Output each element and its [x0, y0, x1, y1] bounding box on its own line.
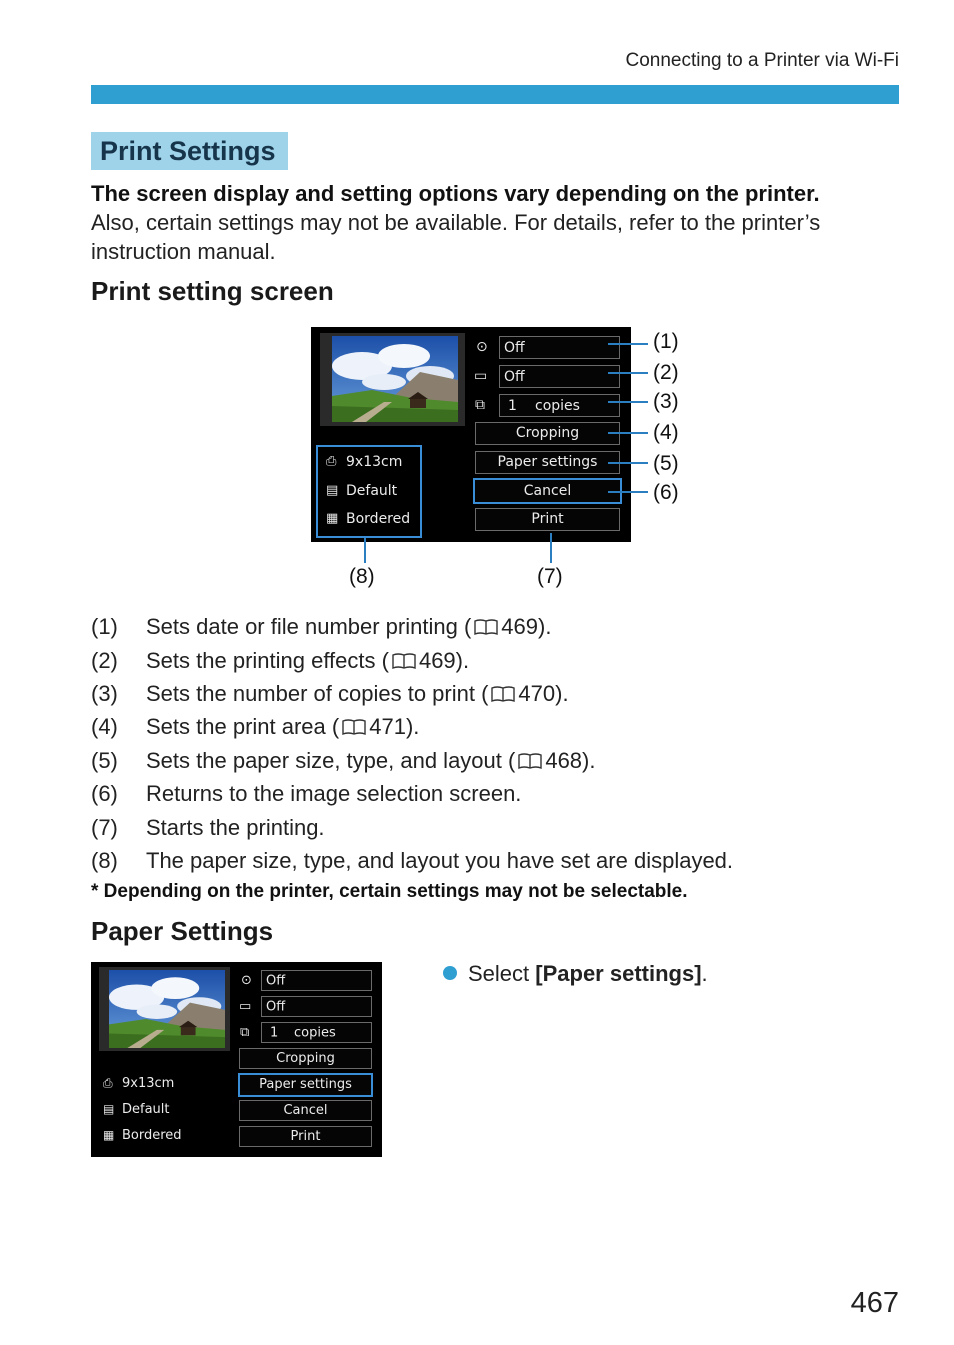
description-text	[146, 681, 569, 707]
callout-label-1: (1)	[653, 330, 679, 353]
description-text	[146, 781, 521, 807]
date-print-value-2: Off	[266, 973, 286, 988]
copies-field[interactable]	[499, 394, 620, 417]
callout-line-6	[608, 491, 648, 493]
print-setting-screen-image	[311, 327, 631, 542]
description-text	[146, 748, 596, 774]
section-title: Print Settings	[100, 136, 276, 166]
description-text	[146, 648, 469, 674]
printing-effects-field-2[interactable]	[261, 996, 372, 1017]
printer-note: * Depending on the printer, certain settings may not be selectable.	[91, 881, 688, 902]
callout-label-5: (5)	[653, 452, 679, 475]
paper-settings-heading: Paper Settings	[91, 916, 274, 946]
paper-info-box	[316, 445, 422, 538]
date-print-icon: ⊙	[476, 339, 488, 355]
description-body: Sets the print area (	[146, 714, 340, 739]
intro-warning: The screen display and setting options vary depending on the printer.	[91, 181, 820, 206]
callout-label-3: (3)	[653, 390, 679, 413]
printing-effects-value-2: Off	[266, 999, 286, 1014]
copies-icon: ⧉	[475, 397, 485, 413]
print-setting-screen-heading: Print setting screen	[91, 276, 334, 306]
print-button[interactable]: Print	[475, 508, 620, 531]
image-thumbnail-frame	[320, 333, 465, 426]
callout-label-6: (6)	[653, 481, 679, 504]
callout-label-2: (2)	[653, 361, 679, 384]
paper-type-icon-2: ▤	[103, 1102, 115, 1116]
description-number: (3)	[91, 681, 118, 706]
description-text	[146, 614, 551, 640]
select-instruction-suffix: .	[701, 961, 708, 986]
page-reference[interactable]: 471	[369, 714, 406, 739]
callout-line-5	[608, 462, 648, 464]
book-reference-icon	[488, 681, 518, 706]
description-number: (8)	[91, 848, 118, 873]
layout-value: Bordered	[346, 511, 411, 527]
copies-field-2[interactable]	[261, 1022, 372, 1043]
image-thumbnail-frame-2	[99, 967, 230, 1051]
callout-line-7	[550, 533, 552, 563]
layout-icon: ▦	[326, 511, 339, 526]
date-print-field-2[interactable]	[261, 970, 372, 991]
paper-type-value: Default	[346, 483, 398, 499]
printing-effects-value: Off	[504, 368, 525, 385]
select-instruction-bold: [Paper settings]	[535, 961, 702, 986]
paper-type-icon: ▤	[326, 483, 339, 498]
book-reference-icon	[515, 748, 545, 773]
book-reference-icon	[389, 648, 419, 673]
intro-line-1: Also, certain settings may not be available. For details, refer to the printer’s	[91, 210, 821, 235]
description-body: Starts the printing.	[146, 815, 325, 840]
description-close: ).	[455, 648, 470, 673]
printing-effects-field[interactable]	[499, 365, 620, 388]
callout-line-3	[608, 401, 648, 403]
book-reference-icon	[339, 714, 369, 739]
photo-thumbnail	[332, 336, 458, 422]
callout-line-8	[364, 538, 366, 563]
description-body: Returns to the image selection screen.	[146, 781, 522, 806]
cropping-button[interactable]: Cropping	[475, 422, 620, 445]
description-body: The paper size, type, and layout you have set are displayed.	[146, 848, 734, 873]
printing-effects-icon-2: ▭	[239, 999, 252, 1014]
page-reference[interactable]: 468	[545, 748, 583, 773]
cropping-button-2[interactable]: Cropping	[239, 1048, 372, 1069]
paper-size-value: 9x13cm	[346, 454, 403, 470]
bullet-icon	[443, 966, 457, 980]
description-number: (7)	[91, 815, 118, 840]
description-number: (1)	[91, 614, 118, 639]
callout-label-4: (4)	[653, 421, 679, 444]
paper-settings-button-2[interactable]: Paper settings	[238, 1073, 373, 1097]
description-body: Sets the paper size, type, and layout (	[146, 748, 516, 773]
description-close: ).	[582, 748, 596, 773]
callout-label-7: (7)	[537, 565, 563, 588]
copies-label: copies	[535, 397, 580, 414]
layout-value-2: Bordered	[122, 1128, 182, 1143]
date-print-field[interactable]	[499, 336, 620, 359]
description-close: ).	[405, 714, 420, 739]
header-bar	[91, 85, 899, 104]
description-number: (5)	[91, 748, 118, 773]
copies-label-2: copies	[294, 1025, 336, 1040]
cancel-button[interactable]: Cancel	[473, 478, 622, 504]
copies-icon-2: ⧉	[240, 1025, 250, 1040]
printing-effects-icon: ▭	[474, 368, 488, 384]
page-number: 467	[850, 1287, 899, 1319]
description-number: (4)	[91, 714, 118, 739]
print-button-2[interactable]: Print	[239, 1126, 372, 1147]
page-reference[interactable]: 469	[418, 648, 456, 673]
paper-settings-button[interactable]: Paper settings	[475, 451, 620, 474]
paper-size-value-2: 9x13cm	[122, 1076, 175, 1091]
description-body: Sets the number of copies to print (	[146, 681, 489, 706]
select-instruction-prefix: Select	[468, 961, 536, 986]
description-number: (2)	[91, 648, 118, 673]
copies-number-2: 1	[270, 1025, 279, 1040]
date-print-value: Off	[504, 339, 525, 356]
layout-icon-2: ▦	[103, 1128, 115, 1142]
description-text	[146, 848, 733, 874]
paper-size-icon: ⎙	[326, 454, 337, 469]
description-number: (6)	[91, 781, 118, 806]
paper-size-icon-2: ⎙	[103, 1076, 113, 1090]
book-reference-icon	[471, 614, 501, 639]
copies-number: 1	[508, 397, 517, 414]
paper-settings-screen-image	[91, 962, 382, 1157]
page-reference[interactable]: 470	[518, 681, 556, 706]
page-reference[interactable]: 469	[501, 614, 538, 639]
description-close: ).	[538, 614, 552, 639]
callout-line-1	[608, 343, 648, 345]
description-text	[146, 815, 325, 841]
date-print-icon-2: ⊙	[241, 973, 252, 988]
callout-line-2	[608, 372, 648, 374]
description-body: Sets the printing effects (	[146, 648, 389, 673]
running-header: Connecting to a Printer via Wi-Fi	[625, 50, 899, 71]
cancel-button-2[interactable]: Cancel	[239, 1100, 372, 1121]
description-body: Sets date or file number printing (	[146, 614, 472, 639]
description-text	[146, 714, 419, 740]
intro-line-2: instruction manual.	[91, 239, 276, 264]
callout-label-8: (8)	[349, 565, 375, 588]
select-instruction	[468, 961, 708, 987]
photo-thumbnail-2	[109, 970, 225, 1048]
paper-type-value-2: Default	[122, 1102, 170, 1117]
callout-line-4	[608, 432, 648, 434]
description-close: ).	[555, 681, 569, 706]
